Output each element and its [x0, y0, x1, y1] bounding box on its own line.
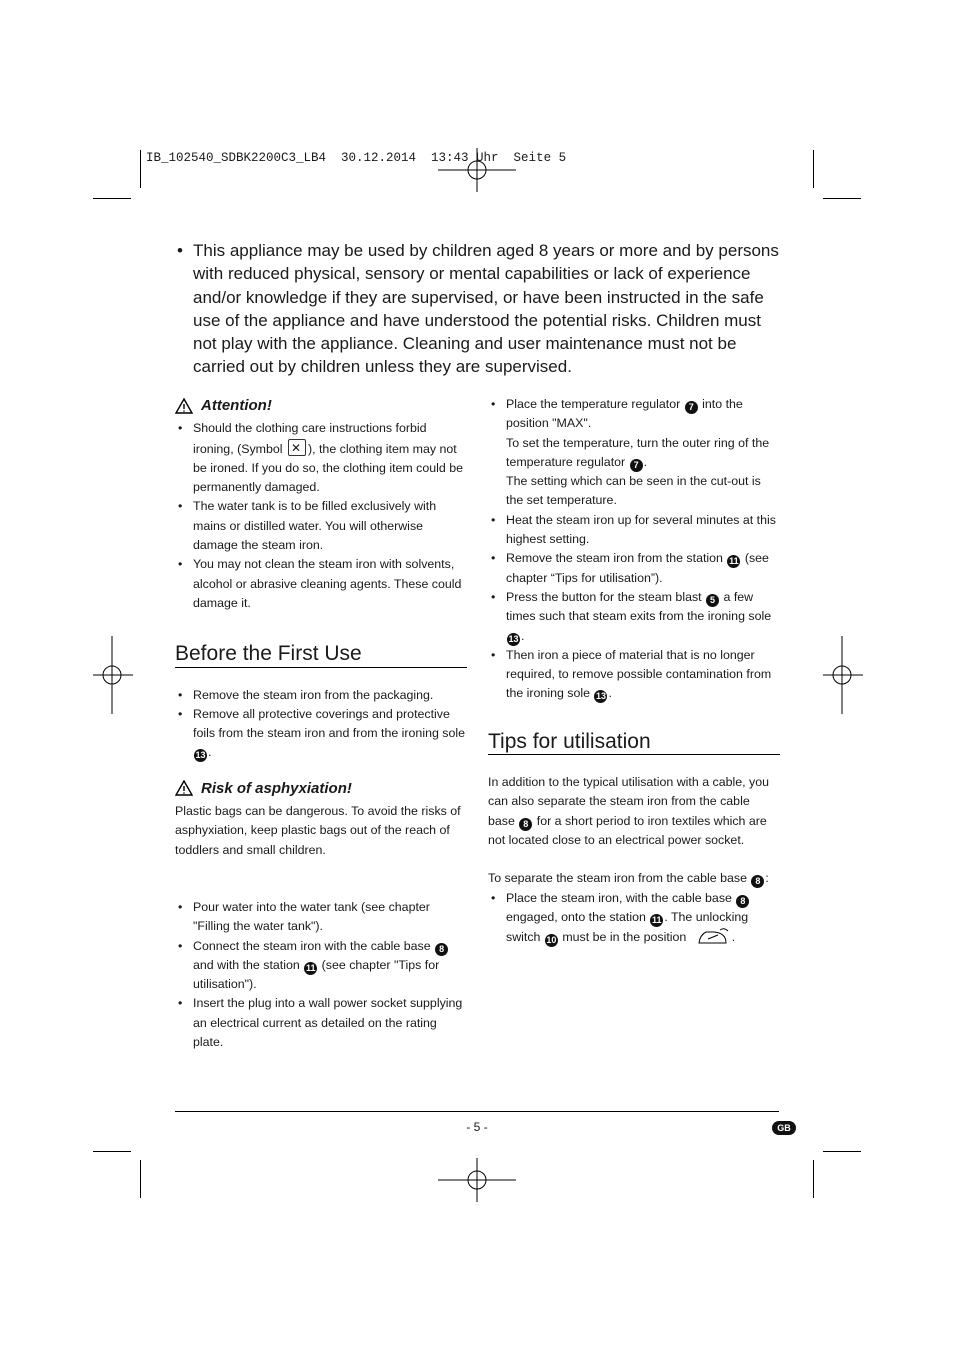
list-item: • Pour water into the water tank (see chapter "Filling the water tank").: [175, 898, 467, 937]
list-item: • Then iron a piece of material that is no longer required, to remove possible contamination from the ironing sole 13 .: [488, 646, 780, 704]
callout-number: 10: [546, 935, 557, 946]
list-item: • Remove the steam iron from the packaging.: [175, 686, 467, 705]
crop-mark: [140, 1160, 141, 1198]
list-item: • Insert the plug into a wall power socket supplying an electrical current as detailed on the rating plate.: [175, 994, 467, 1052]
language-badge: GB: [772, 1121, 796, 1135]
list-item: • The water tank is to be filled exclusively with mains or distilled water. You will otherwise damage the steam iron.: [175, 497, 467, 555]
section-heading-tips: Tips for utilisation: [488, 732, 780, 755]
list-item: • Connect the steam iron with the cable base 8 and with the station 11 (see chapter "Tips for utilisation").: [175, 937, 467, 995]
callout-number: 13: [508, 633, 519, 644]
attention-list: [175, 419, 467, 613]
list-item: • Should the clothing care instructions forbid ironing, (Symbol ✕), the clothing item may not be ironed. If you do so, the clothing item could be permanently damaged.: [175, 419, 467, 497]
left-column: [175, 396, 467, 1052]
registration-mark-right: [823, 636, 863, 714]
registration-mark-bottom: [438, 1158, 516, 1202]
footer-rule: [175, 1111, 779, 1112]
do-not-iron-symbol-icon: [288, 439, 306, 456]
print-file-header: IB_102540_SDBK2200C3_LB4 30.12.2014 13:43 Uhr Seite 5: [146, 151, 567, 165]
callout-number: 11: [305, 962, 316, 973]
lead-paragraph: [177, 239, 787, 379]
list-item: • Press the button for the steam blast 5 a few times such that steam exits from the ironing sole 13 .: [488, 588, 780, 646]
crop-mark: [813, 150, 814, 188]
risk-title: Risk of asphyxiation!: [201, 779, 352, 797]
callout-number: 13: [595, 691, 606, 702]
risk-text: Plastic bags can be dangerous. To avoid the risks of asphyxiation, keep plastic bags out of the reach of toddlers and small children.: [175, 804, 461, 857]
callout-number: 11: [729, 556, 739, 567]
attention-title: Attention!: [201, 397, 272, 414]
crop-mark: [93, 1151, 131, 1152]
crop-mark: [93, 198, 131, 199]
callout-number: 8: [751, 875, 764, 888]
crop-mark: [823, 198, 861, 199]
callout-number: 7: [630, 459, 643, 472]
registration-mark-left: [93, 636, 133, 714]
callout-number: 5: [706, 594, 719, 607]
tips-list: [488, 889, 780, 948]
callout-number: 13: [195, 750, 206, 761]
tips-separate-intro: To separate the steam iron from the cable base 8 :: [488, 871, 769, 887]
callout-number: 11: [652, 914, 662, 925]
attention-heading: [175, 396, 467, 415]
bullet: •: [177, 241, 183, 260]
warning-triangle-icon: [175, 398, 193, 414]
lead-text: This appliance may be used by children aged 8 years or more and by persons with reduced physical, sensory or mental capabilities or lack of experience and/or knowledge if they are supervised, or have been instructed in the safe use of the appliance and have understood the potential risks. Children must not play with the appliance. Cleaning and user maintenance must not be carried out by children unless they are supervised.: [193, 241, 779, 377]
crop-mark: [823, 1151, 861, 1152]
callout-number: 7: [685, 401, 698, 414]
crop-mark: [140, 150, 141, 188]
tips-paragraph: In addition to the typical utilisation with a cable, you can also separate the steam iron from the cable base 8 for a short period to iron textiles which are not located close to an electrical power socket.: [488, 775, 770, 847]
list-item: • Remove all protective coverings and protective foils from the steam iron and from the ironing sole 13 .: [175, 705, 467, 763]
list-item: • You may not clean the steam iron with solvents, alcohol or abrasive cleaning agents. These could damage it.: [175, 555, 467, 613]
right-column: [488, 395, 780, 947]
before-first-use-list: [175, 686, 467, 763]
iron-unlock-position-icon: [696, 927, 732, 945]
preparation-steps-list: [175, 898, 467, 1052]
section-heading-before-first-use: Before the First Use: [175, 644, 467, 667]
list-item: • Place the steam iron, with the cable base 8 engaged, onto the station 11 . The unlocking switch 10 must be in the position .: [488, 889, 780, 948]
page-number: - 5 -: [466, 1120, 488, 1134]
callout-number: 8: [736, 895, 749, 908]
list-item: • Place the temperature regulator 7 into the position "MAX". To set the temperature, turn the outer ring of the temperature regulator 7 . The setting which can be seen in the cut-out is the set temperature.: [488, 395, 780, 511]
warning-triangle-icon: [175, 780, 193, 796]
list-item: • Remove the steam iron from the station 11 (see chapter “Tips for utilisation”).: [488, 549, 780, 588]
crop-mark: [813, 1160, 814, 1198]
list-item: • Heat the steam iron up for several minutes at this highest setting.: [488, 511, 780, 550]
callout-number: 8: [435, 943, 448, 956]
first-use-steps-list: [488, 395, 780, 704]
risk-heading: [175, 779, 467, 798]
callout-number: 8: [519, 818, 532, 831]
